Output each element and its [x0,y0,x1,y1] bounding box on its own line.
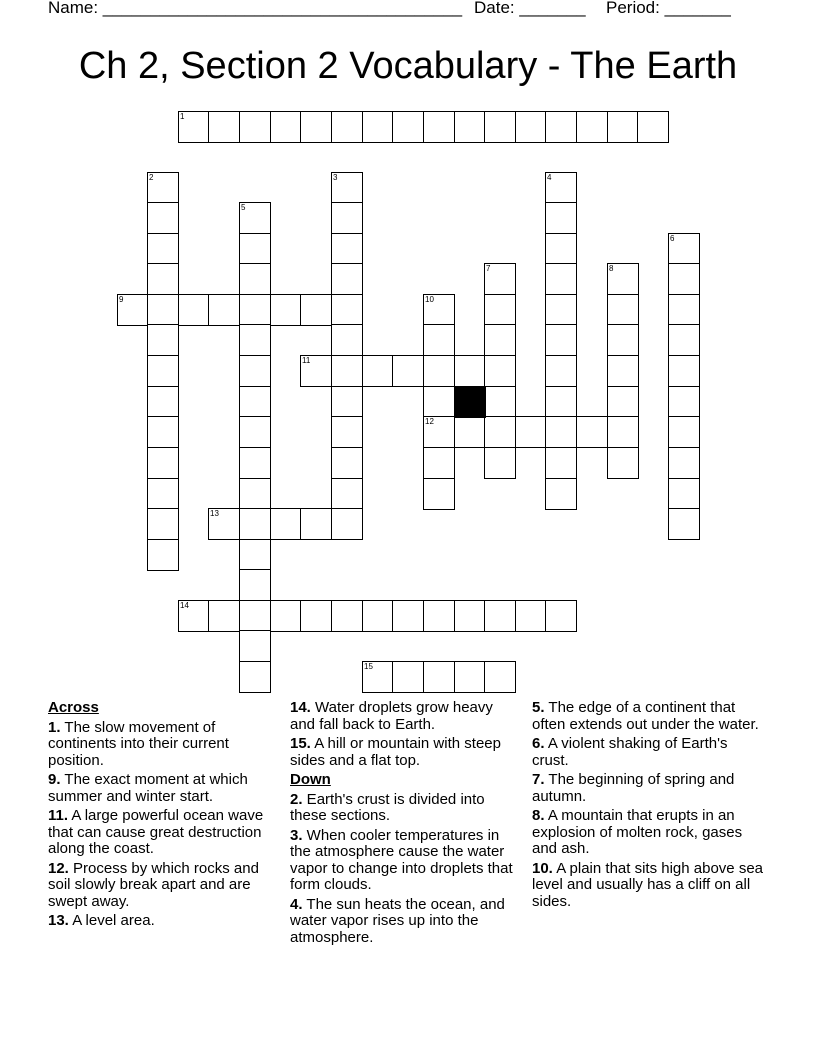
grid-cell[interactable] [239,661,271,693]
grid-cell[interactable] [668,478,700,510]
grid-cell[interactable] [147,508,179,540]
grid-cell[interactable] [545,202,577,234]
grid-cell[interactable] [423,661,455,693]
clue-text: A mountain that erupts in an explosion of molten rock, gases and ash. [532,807,743,857]
grid-cell[interactable] [239,233,271,265]
page-title: Ch 2, Section 2 Vocabulary - The Earth [78,45,738,87]
grid-cell[interactable] [668,508,700,540]
grid-cell[interactable] [423,111,455,143]
black-cell [454,386,486,418]
clue-number-label: 3. [290,826,303,844]
grid-cell[interactable] [300,600,332,632]
clue-item [532,700,764,733]
grid-cell[interactable] [423,386,455,418]
grid-cell[interactable] [300,355,332,387]
clue-text: Earth's crust is divided into these sections. [290,790,485,824]
grid-cell[interactable] [454,355,486,387]
grid-cell[interactable] [239,569,271,601]
clue-number: 9 [119,295,124,304]
grid-cell[interactable] [607,111,639,143]
grid-cell[interactable] [484,600,516,632]
grid-cell[interactable] [668,447,700,479]
grid-cell[interactable] [147,233,179,265]
grid-cell[interactable] [668,416,700,448]
grid-cell[interactable] [331,202,363,234]
grid-cell[interactable] [545,324,577,356]
down-clue-list-continued [532,700,764,910]
grid-cell[interactable] [239,386,271,418]
grid-cell[interactable] [239,111,271,143]
clue-item [48,861,280,911]
across-clue-list-continued [290,700,522,769]
grid-cell[interactable] [270,508,302,540]
grid-cell[interactable] [668,324,700,356]
clues-column-3 [532,700,764,913]
grid-cell[interactable] [607,294,639,326]
clue-number-label: 11. [48,807,69,824]
grid-cell[interactable] [392,661,424,693]
grid-cell[interactable] [545,600,577,632]
grid-cell[interactable] [668,386,700,418]
clue-item [48,808,280,858]
grid-cell[interactable] [239,202,271,234]
grid-cell[interactable] [270,294,302,326]
grid-cell[interactable] [484,294,516,326]
clue-number: 3 [333,173,338,182]
clue-number-label: 15. [290,735,311,752]
clue-number-label: 10. [532,859,553,877]
grid-cell[interactable] [484,416,516,448]
grid-cell[interactable] [147,324,179,356]
grid-cell[interactable] [147,263,179,295]
grid-cell[interactable] [147,294,179,326]
grid-cell[interactable] [239,630,271,662]
grid-cell[interactable] [331,263,363,295]
grid-cell[interactable] [454,661,486,693]
clue-number: 12 [425,417,434,426]
clue-number: 13 [210,509,219,518]
grid-cell[interactable] [484,386,516,418]
grid-cell[interactable] [239,416,271,448]
grid-cell[interactable] [668,233,700,265]
clue-number: 15 [364,662,373,671]
clues-column-2 [290,700,522,956]
grid-cell[interactable] [392,111,424,143]
down-clue-list [290,792,522,947]
clue-number: 7 [486,264,491,273]
grid-cell[interactable] [239,508,271,540]
grid-cell[interactable] [331,355,363,387]
clue-number: 10 [425,295,434,304]
clue-number-label: 5. [532,699,545,716]
grid-cell[interactable] [607,386,639,418]
grid-cell[interactable] [423,447,455,479]
clue-text: A large powerful ocean wave that can cause great destruction along the coast. [48,807,264,857]
clue-text: A hill or mountain with steep sides and a flat top. [290,735,501,769]
grid-cell[interactable] [454,416,486,448]
grid-cell[interactable] [300,294,332,326]
grid-cell[interactable] [484,661,516,693]
grid-cell[interactable] [515,416,547,448]
clue-text: The exact moment at which summer and winter start. [48,771,248,805]
grid-cell[interactable] [300,111,332,143]
grid-cell[interactable] [239,263,271,295]
clue-number-label: 4. [290,895,303,913]
grid-cell[interactable] [545,294,577,326]
grid-cell[interactable] [331,478,363,510]
grid-cell[interactable] [147,386,179,418]
down-heading: Down [290,771,331,788]
grid-cell[interactable] [147,539,179,571]
grid-cell[interactable] [300,508,332,540]
grid-cell[interactable] [239,447,271,479]
clue-text: The edge of a continent that often extends out under the water. [532,699,759,733]
grid-cell[interactable] [331,233,363,265]
grid-cell[interactable] [545,172,577,204]
grid-cell[interactable] [607,263,639,295]
grid-cell[interactable] [147,447,179,479]
across-heading: Across [48,699,99,716]
clue-number-label: 9. [48,771,61,788]
grid-cell[interactable] [423,600,455,632]
clue-text: Water droplets grow heavy and fall back to Earth. [290,700,493,733]
clue-item [532,772,764,805]
clue-item [290,897,522,947]
clue-item [532,808,764,858]
clue-item [48,913,280,930]
grid-cell[interactable] [668,355,700,387]
grid-cell[interactable] [423,478,455,510]
grid-cell[interactable] [270,111,302,143]
clue-number: 4 [547,173,552,182]
grid-cell[interactable] [576,111,608,143]
grid-cell[interactable] [331,172,363,204]
grid-cell[interactable] [484,324,516,356]
grid-cell[interactable] [545,111,577,143]
grid-cell[interactable] [239,324,271,356]
grid-cell[interactable] [208,111,240,143]
clue-number-label: 7. [532,771,545,788]
clue-item [290,736,522,769]
grid-cell[interactable] [147,202,179,234]
clue-number: 5 [241,203,246,212]
across-clue-list [48,720,280,930]
grid-cell[interactable] [515,600,547,632]
grid-cell[interactable] [178,111,210,143]
grid-cell[interactable] [239,539,271,571]
grid-cell[interactable] [362,111,394,143]
clue-text: A plain that sits high above sea level and usually has a cliff on all sides. [532,859,764,910]
period-field[interactable]: Period: _______ [606,0,731,17]
grid-cell[interactable] [607,324,639,356]
grid-cell[interactable] [331,111,363,143]
grid-cell[interactable] [545,416,577,448]
clue-number: 6 [670,234,675,243]
grid-cell[interactable] [208,294,240,326]
grid-cell[interactable] [392,600,424,632]
grid-cell[interactable] [147,478,179,510]
grid-cell[interactable] [331,600,363,632]
grid-cell[interactable] [178,294,210,326]
grid-cell[interactable] [484,111,516,143]
grid-cell[interactable] [637,111,669,143]
clue-text: The slow movement of continents into their current position. [48,718,229,769]
grid-cell[interactable] [423,416,455,448]
clue-number: 14 [180,601,189,610]
grid-cell[interactable] [331,386,363,418]
clue-number-label: 8. [532,807,545,824]
grid-cell[interactable] [331,324,363,356]
grid-cell[interactable] [545,233,577,265]
grid-cell[interactable] [607,355,639,387]
grid-cell[interactable] [668,263,700,295]
grid-cell[interactable] [423,355,455,387]
clue-text: A level area. [68,912,155,929]
grid-cell[interactable] [576,416,608,448]
grid-cell[interactable] [362,661,394,693]
grid-cell[interactable] [178,600,210,632]
clue-number: 11 [302,356,311,365]
clue-number-label: 12. [48,859,69,877]
clue-item [290,792,522,825]
clue-number-label: 14. [290,700,311,716]
grid-cell[interactable] [239,600,271,632]
grid-cell[interactable] [117,294,149,326]
clue-text: When cooler temperatures in the atmosphere cause the water vapor to change into droplets that form clouds. [290,826,513,893]
clue-number: 8 [609,264,614,273]
grid-cell[interactable] [239,294,271,326]
grid-cell[interactable] [147,172,179,204]
grid-cell[interactable] [147,416,179,448]
grid-cell[interactable] [484,447,516,479]
grid-cell[interactable] [668,294,700,326]
grid-cell[interactable] [270,600,302,632]
grid-cell[interactable] [331,447,363,479]
grid-cell[interactable] [423,294,455,326]
clue-text: A violent shaking of Earth's crust. [532,735,728,769]
grid-cell[interactable] [607,416,639,448]
grid-cell[interactable] [484,355,516,387]
grid-cell[interactable] [239,478,271,510]
clue-item [290,700,522,733]
grid-cell[interactable] [331,294,363,326]
grid-cell[interactable] [239,355,271,387]
clue-item [48,772,280,805]
clue-item [48,720,280,770]
grid-cell[interactable] [515,111,547,143]
clue-number-label: 1. [48,718,61,736]
clue-item [532,736,764,769]
clue-number-label: 6. [532,735,545,752]
grid-cell[interactable] [454,111,486,143]
grid-cell[interactable] [454,600,486,632]
grid-cell[interactable] [545,447,577,479]
name-field[interactable]: Name: ______________________________________ [48,0,463,17]
grid-cell[interactable] [423,324,455,356]
grid-cell[interactable] [208,600,240,632]
grid-cell[interactable] [392,355,424,387]
grid-cell[interactable] [545,263,577,295]
grid-cell[interactable] [147,355,179,387]
clue-number-label: 2. [290,790,303,808]
clue-number-label: 13. [48,912,69,929]
clue-text: The beginning of spring and autumn. [532,771,735,805]
clue-number: 2 [149,173,154,182]
grid-cell[interactable] [331,416,363,448]
grid-cell[interactable] [362,600,394,632]
clue-text: The sun heats the ocean, and water vapor rises up into the atmosphere. [290,895,505,946]
grid-cell[interactable] [545,478,577,510]
clue-item [532,861,764,911]
grid-cell[interactable] [545,386,577,418]
clue-number: 1 [180,112,185,121]
date-field[interactable]: Date: _______ [474,0,586,17]
grid-cell[interactable] [484,263,516,295]
grid-cell[interactable] [607,447,639,479]
clues-column-1 [48,700,280,933]
grid-cell[interactable] [208,508,240,540]
grid-cell[interactable] [545,355,577,387]
clue-item [290,828,522,894]
clue-text: Process by which rocks and soil slowly break apart and are swept away. [48,859,259,910]
grid-cell[interactable] [331,508,363,540]
grid-cell[interactable] [362,355,394,387]
